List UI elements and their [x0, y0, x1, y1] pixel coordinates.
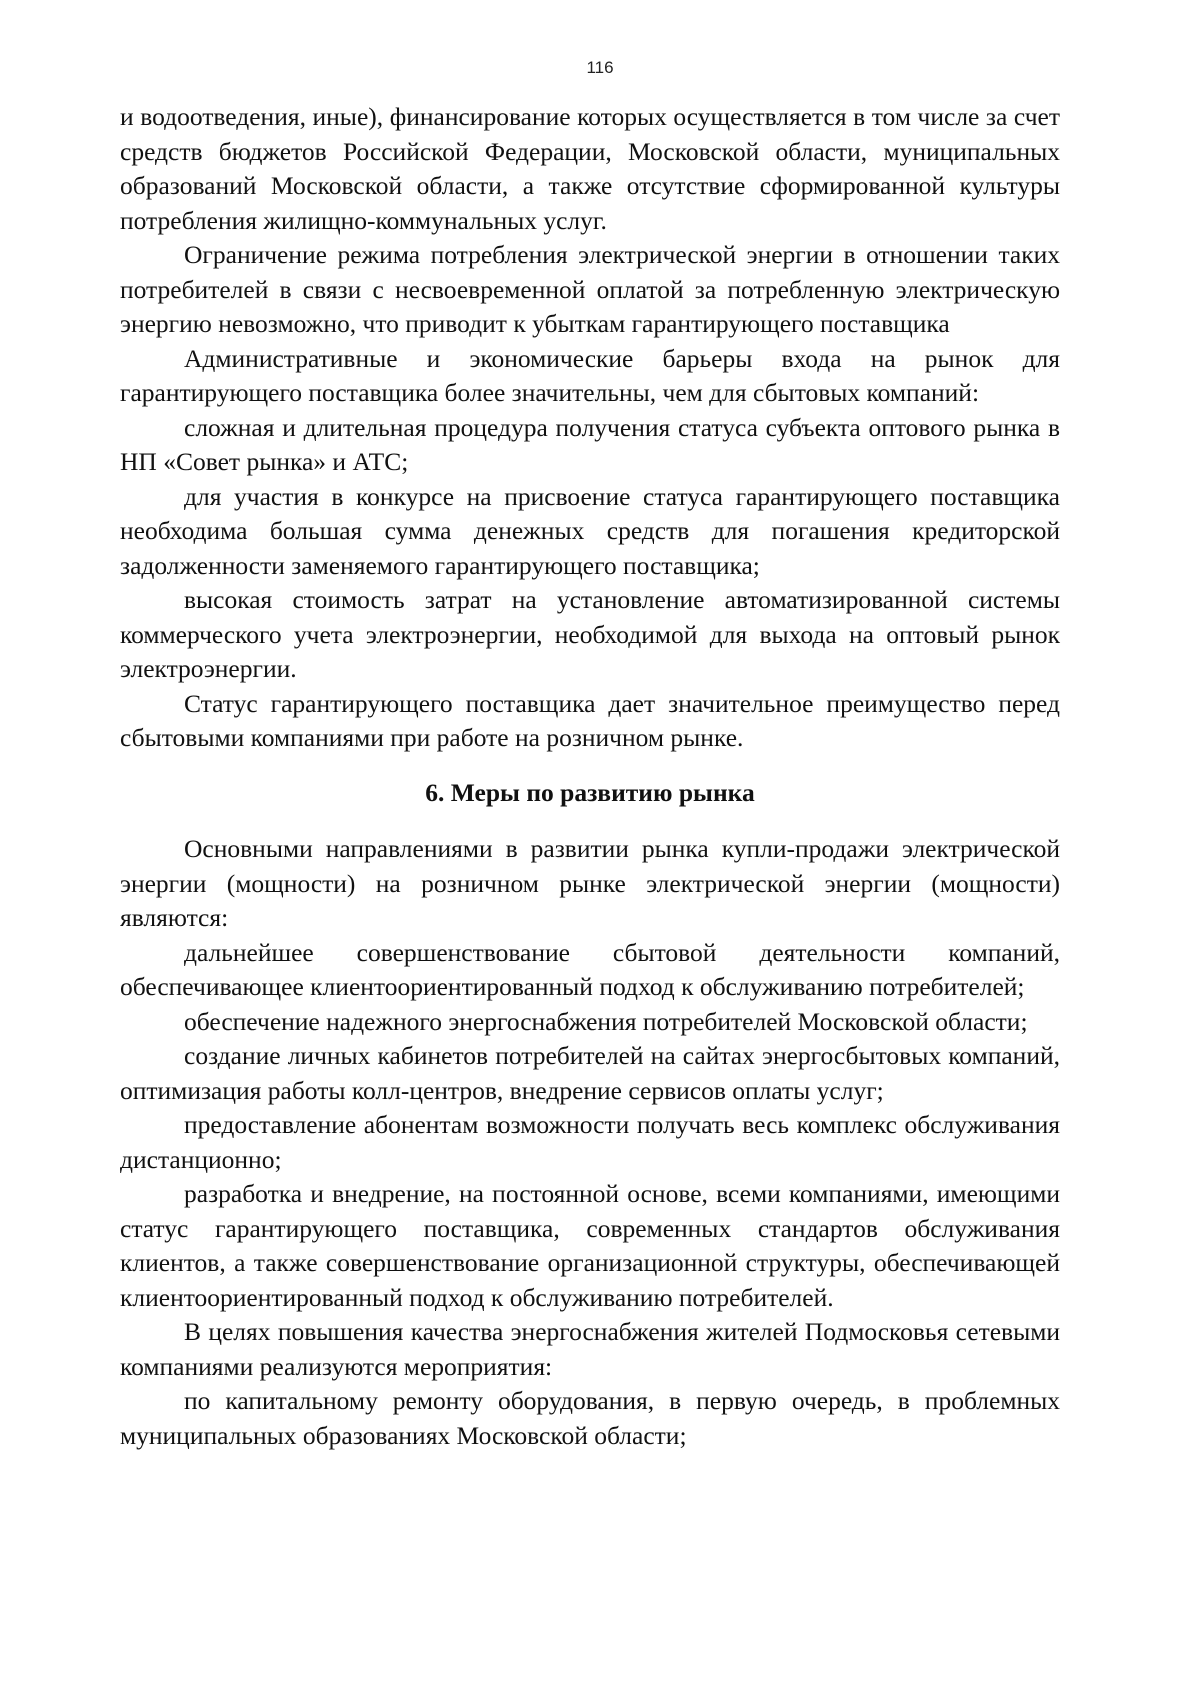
list-item-metering-cost: высокая стоимость затрат на установление автоматизированной системы коммерческого учета электроэнергии, необходимой для выхода на оптовый рынок электроэнергии. — [120, 585, 1060, 683]
paragraph-barriers: Административные и экономические барьеры входа на рынок для гарантирующего поставщика более значительны, чем для сбытовых компаний: — [120, 343, 1060, 407]
list-item-reliable-supply: обеспечение надежного энергоснабжения потребителей Московской области; — [184, 1006, 1028, 1036]
paragraph-supplier-advantage: Статус гарантирующего поставщика дает значительное преимущество перед сбытовыми компаниями при работе на розничном рынке. — [120, 688, 1060, 752]
paragraph-continuation: и водоотведения, иные), финансирование которых осуществляется в том числе за счет средств бюджетов Российской Федерации, Московской области, муниципальных образований Московской области, а также отсутствие сформированной культуры потребления жилищно-коммунальных услуг. — [120, 102, 1060, 235]
paragraph-consumption-limit: Ограничение режима потребления электрической энергии в отношении таких потребителей в связи с несвоевременной оплатой за потребленную электрическую энергию невозможно, что приводит к убыткам гарантирующего поставщика — [120, 240, 1060, 338]
section-heading: 6. Меры по развитию рынка — [425, 777, 755, 807]
list-item-contest-funds: для участия в конкурсе на присвоение статуса гарантирующего поставщика необходима большая сумма денежных средств для погашения кредиторской задолженности заменяемого гарантирующего поставщика; — [120, 481, 1060, 580]
list-item-remote-service: предоставление абонентам возможности получать весь комплекс обслуживания дистанционно; — [120, 1110, 1060, 1174]
paragraph-main-directions: Основными направлениями в развитии рынка купли-продажи электрической энергии (мощности) на розничном рынке электрической энергии (мощности) являются: — [120, 834, 1060, 932]
list-item-wholesale-status: сложная и длительная процедура получения статуса субъекта оптового рынка в НП «Совет рынка» и АТС; — [120, 412, 1060, 476]
page-number: 116 — [586, 58, 614, 77]
list-item-sales-improvement: дальнейшее совершенствование сбытовой деятельности компаний, обеспечивающее клиентоориентированный подход к обслуживанию потребителей; — [120, 937, 1060, 1001]
paragraph-network-measures: В целях повышения качества энергоснабжения жителей Подмосковья сетевыми компаниями реализуются мероприятия: — [120, 1317, 1060, 1381]
list-item-personal-accounts: создание личных кабинетов потребителей на сайтах энергосбытовых компаний, оптимизация работы колл-центров, внедрение сервисов оплаты услуг; — [120, 1041, 1060, 1105]
document-body — [120, 100, 1060, 1453]
list-item-capital-repair: по капитальному ремонту оборудования, в первую очередь, в проблемных муниципальных образованиях Московской области; — [120, 1386, 1060, 1450]
list-item-service-standards: разработка и внедрение, на постоянной основе, всеми компаниями, имеющими статус гарантирующего поставщика, современных стандартов обслуживания клиентов, а также совершенствование организационной структуры, обеспечивающей клиентоориентированный подход к обслуживанию потребителей. — [120, 1179, 1060, 1312]
